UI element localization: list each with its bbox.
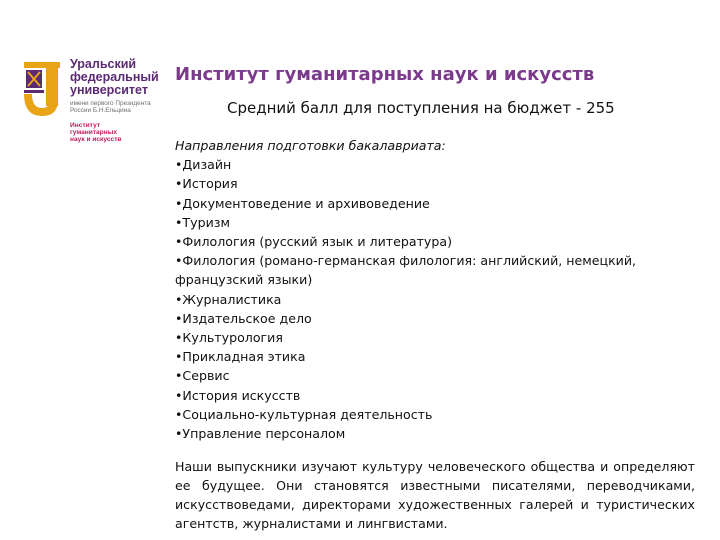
urfu-emblem-icon <box>22 60 64 120</box>
page-title: Институт гуманитарных наук и искусств <box>175 64 595 85</box>
directions-list <box>175 155 695 443</box>
list-item: •Прикладная этика <box>175 349 306 365</box>
institute-tag: Институт гуманитарных наук и искусств <box>70 122 122 143</box>
university-name: Уральский федеральный университет <box>70 57 159 97</box>
average-score-line: Средний балл для поступления на бюджет - 255 <box>227 99 615 117</box>
main-content <box>175 136 695 533</box>
list-item: •История искусств <box>175 387 301 403</box>
list-item: •Филология (романо-германская филология: английский, немецкий, французский языки) <box>175 253 637 288</box>
graduates-paragraph: Наши выпускники изучают культуру человеческого общества и определяют ее будущее. Они становятся известными писателями, переводчиками, искусствоведами, директорами художественных галерей и туристических агентств, журналистами и лингвистами. <box>175 459 695 532</box>
list-item: •Социально-культурная деятельность <box>175 406 433 422</box>
list-item: •Дизайн <box>175 157 232 173</box>
list-item: •Документоведение и архивоведение <box>175 195 430 211</box>
university-subtitle: имени первого Президента России Б.Н.Ельцина <box>70 100 151 114</box>
list-item: •Сервис <box>175 368 230 384</box>
list-item: •Управление персоналом <box>175 426 346 442</box>
university-logo <box>22 58 167 153</box>
list-item: •История <box>175 176 238 192</box>
list-item: •Издательское дело <box>175 310 312 326</box>
directions-heading: Направления подготовки бакалавриата: <box>175 138 446 153</box>
list-item: •Туризм <box>175 214 230 230</box>
list-item: •Культурология <box>175 330 283 346</box>
list-item: •Журналистика <box>175 291 282 307</box>
list-item: •Филология (русский язык и литература) <box>175 234 452 250</box>
